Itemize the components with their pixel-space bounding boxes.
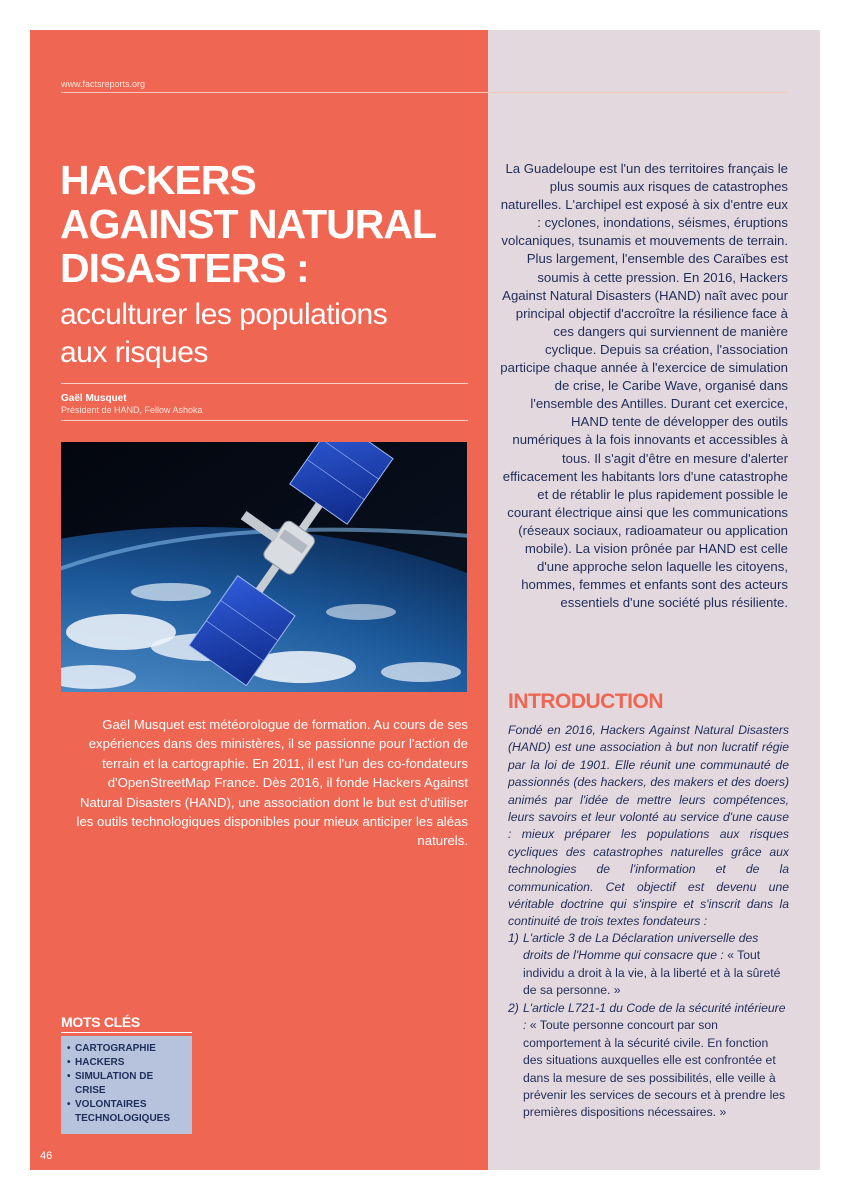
author-name: Gaël Musquet	[61, 393, 127, 404]
section-body: Fondé en 2016, Hackers Against Natural Disasters (HAND) est une association à but non lucratif régie par la loi de 1901. Elle réunit une communauté de passionnés (des hackers, des makers et des doers) animés par l'idée de mettre leurs compétences, leurs savoirs et leur volonté au service d'une cause : mieux préparer les populations aux risques cycliques des catastrophes naturelles grâce aux technologies de l'information et de la communication. Cet objectif est devenu une véritable doctrine qui s'inspire et s'inscrit dans la continuité de trois textes fondateurs :	[508, 723, 789, 929]
keyword-item: • HACKERS	[67, 1056, 186, 1070]
keyword-item: • SIMULATION DE CRISE	[67, 1070, 186, 1098]
site-url: www.factsreports.org	[61, 79, 146, 89]
keywords-panel	[61, 1014, 196, 1134]
list-text	[523, 1000, 789, 1122]
page-number: 46	[40, 1150, 53, 1162]
list-number: 1)	[508, 931, 519, 945]
article-subtitle: acculturer les populations aux risques	[60, 298, 388, 369]
author-role: Président de HAND, Fellow Ashoka	[61, 405, 203, 415]
keywords-box	[61, 1036, 192, 1134]
keywords-divider	[61, 1032, 192, 1033]
list-number: 2)	[508, 1001, 519, 1015]
list-lead: L'article 3 de La Déclaration universelle des droits de l'Homme qui consacre que :	[523, 931, 759, 963]
satellite-earth-photo	[61, 442, 467, 692]
keywords-title: MOTS CLÉS	[61, 1014, 140, 1030]
list-item	[508, 1000, 789, 1122]
top-divider	[61, 92, 788, 93]
keyword-item: • VOLONTAIRES TECHNOLOGIQUES	[67, 1098, 186, 1126]
author-divider-bottom	[61, 420, 468, 421]
list-quote: « Toute personne concourt par son comportement à la sécurité civile. En fonction des situations auxquelles elle est confrontée et dans la mesure de ses possibilités, elle veille à prévenir les services de secours et à prendre les premières dispositions nécessaires. »	[523, 1018, 786, 1120]
intro-paragraph: La Guadeloupe est l'un des territoires français le plus soumis aux risques de catastrophes naturelles. L'archipel est exposé à six d'entre eux : cyclones, inondations, séismes, éruptions volcaniques, tsunamis et mouvements de terrain. Plus largement, l'ensemble des Caraïbes est soumis à cette pression. En 2016, Hackers Against Natural Disasters (HAND) naît avec pour principal objectif d'accroître la résilience face à ces dangers qui surviennent de manière cyclique. Depuis sa création, l'association participe chaque année à l'exercice de simulation de crise, le Caribe Wave, organisé dans l'ensemble des Antilles. Durant cet exercice, HAND tente de développer des outils numériques à la fois innovants et accessibles à tous. Il s'agit d'être en mesure d'alerter efficacement les habitants lors d'une catastrophe et de rétablir le plus rapidement possible le courant électrique ainsi que les communications (réseaux sociaux, radioamateur ou application mobile). La vision prônée par HAND est celle d'une approche selon laquelle les citoyens, hommes, femmes et enfants sont des acteurs essentiels d'une société plus résiliente.	[500, 161, 788, 611]
list-item	[508, 930, 789, 1000]
article-title: HACKERS AGAINST NATURAL DISASTERS :	[60, 157, 436, 291]
list-text	[523, 930, 789, 1000]
keyword-item: • CARTOGRAPHIE	[67, 1042, 186, 1056]
section-title: INTRODUCTION	[508, 690, 663, 713]
author-divider-top	[61, 383, 468, 384]
list-lead: L'article L721-1 du Code de la sécurité intérieure :	[523, 1001, 786, 1033]
list-quote: « Tout individu a droit à la vie, à la liberté et à la sûreté de sa personne. »	[523, 948, 781, 998]
author-bio: Gaël Musquet est météorologue de formation. Au cours de ses expériences dans des ministères, il se passionne pour l'action de terrain et la cartographie. En 2011, il est l'un des co-fondateurs d'OpenStreetMap France. Dès 2016, il fonde Hackers Against Natural Disasters (HAND), une association dont le but est d'utiliser les outils technologiques disponibles pour mieux anticiper les aléas naturels.	[76, 717, 468, 849]
